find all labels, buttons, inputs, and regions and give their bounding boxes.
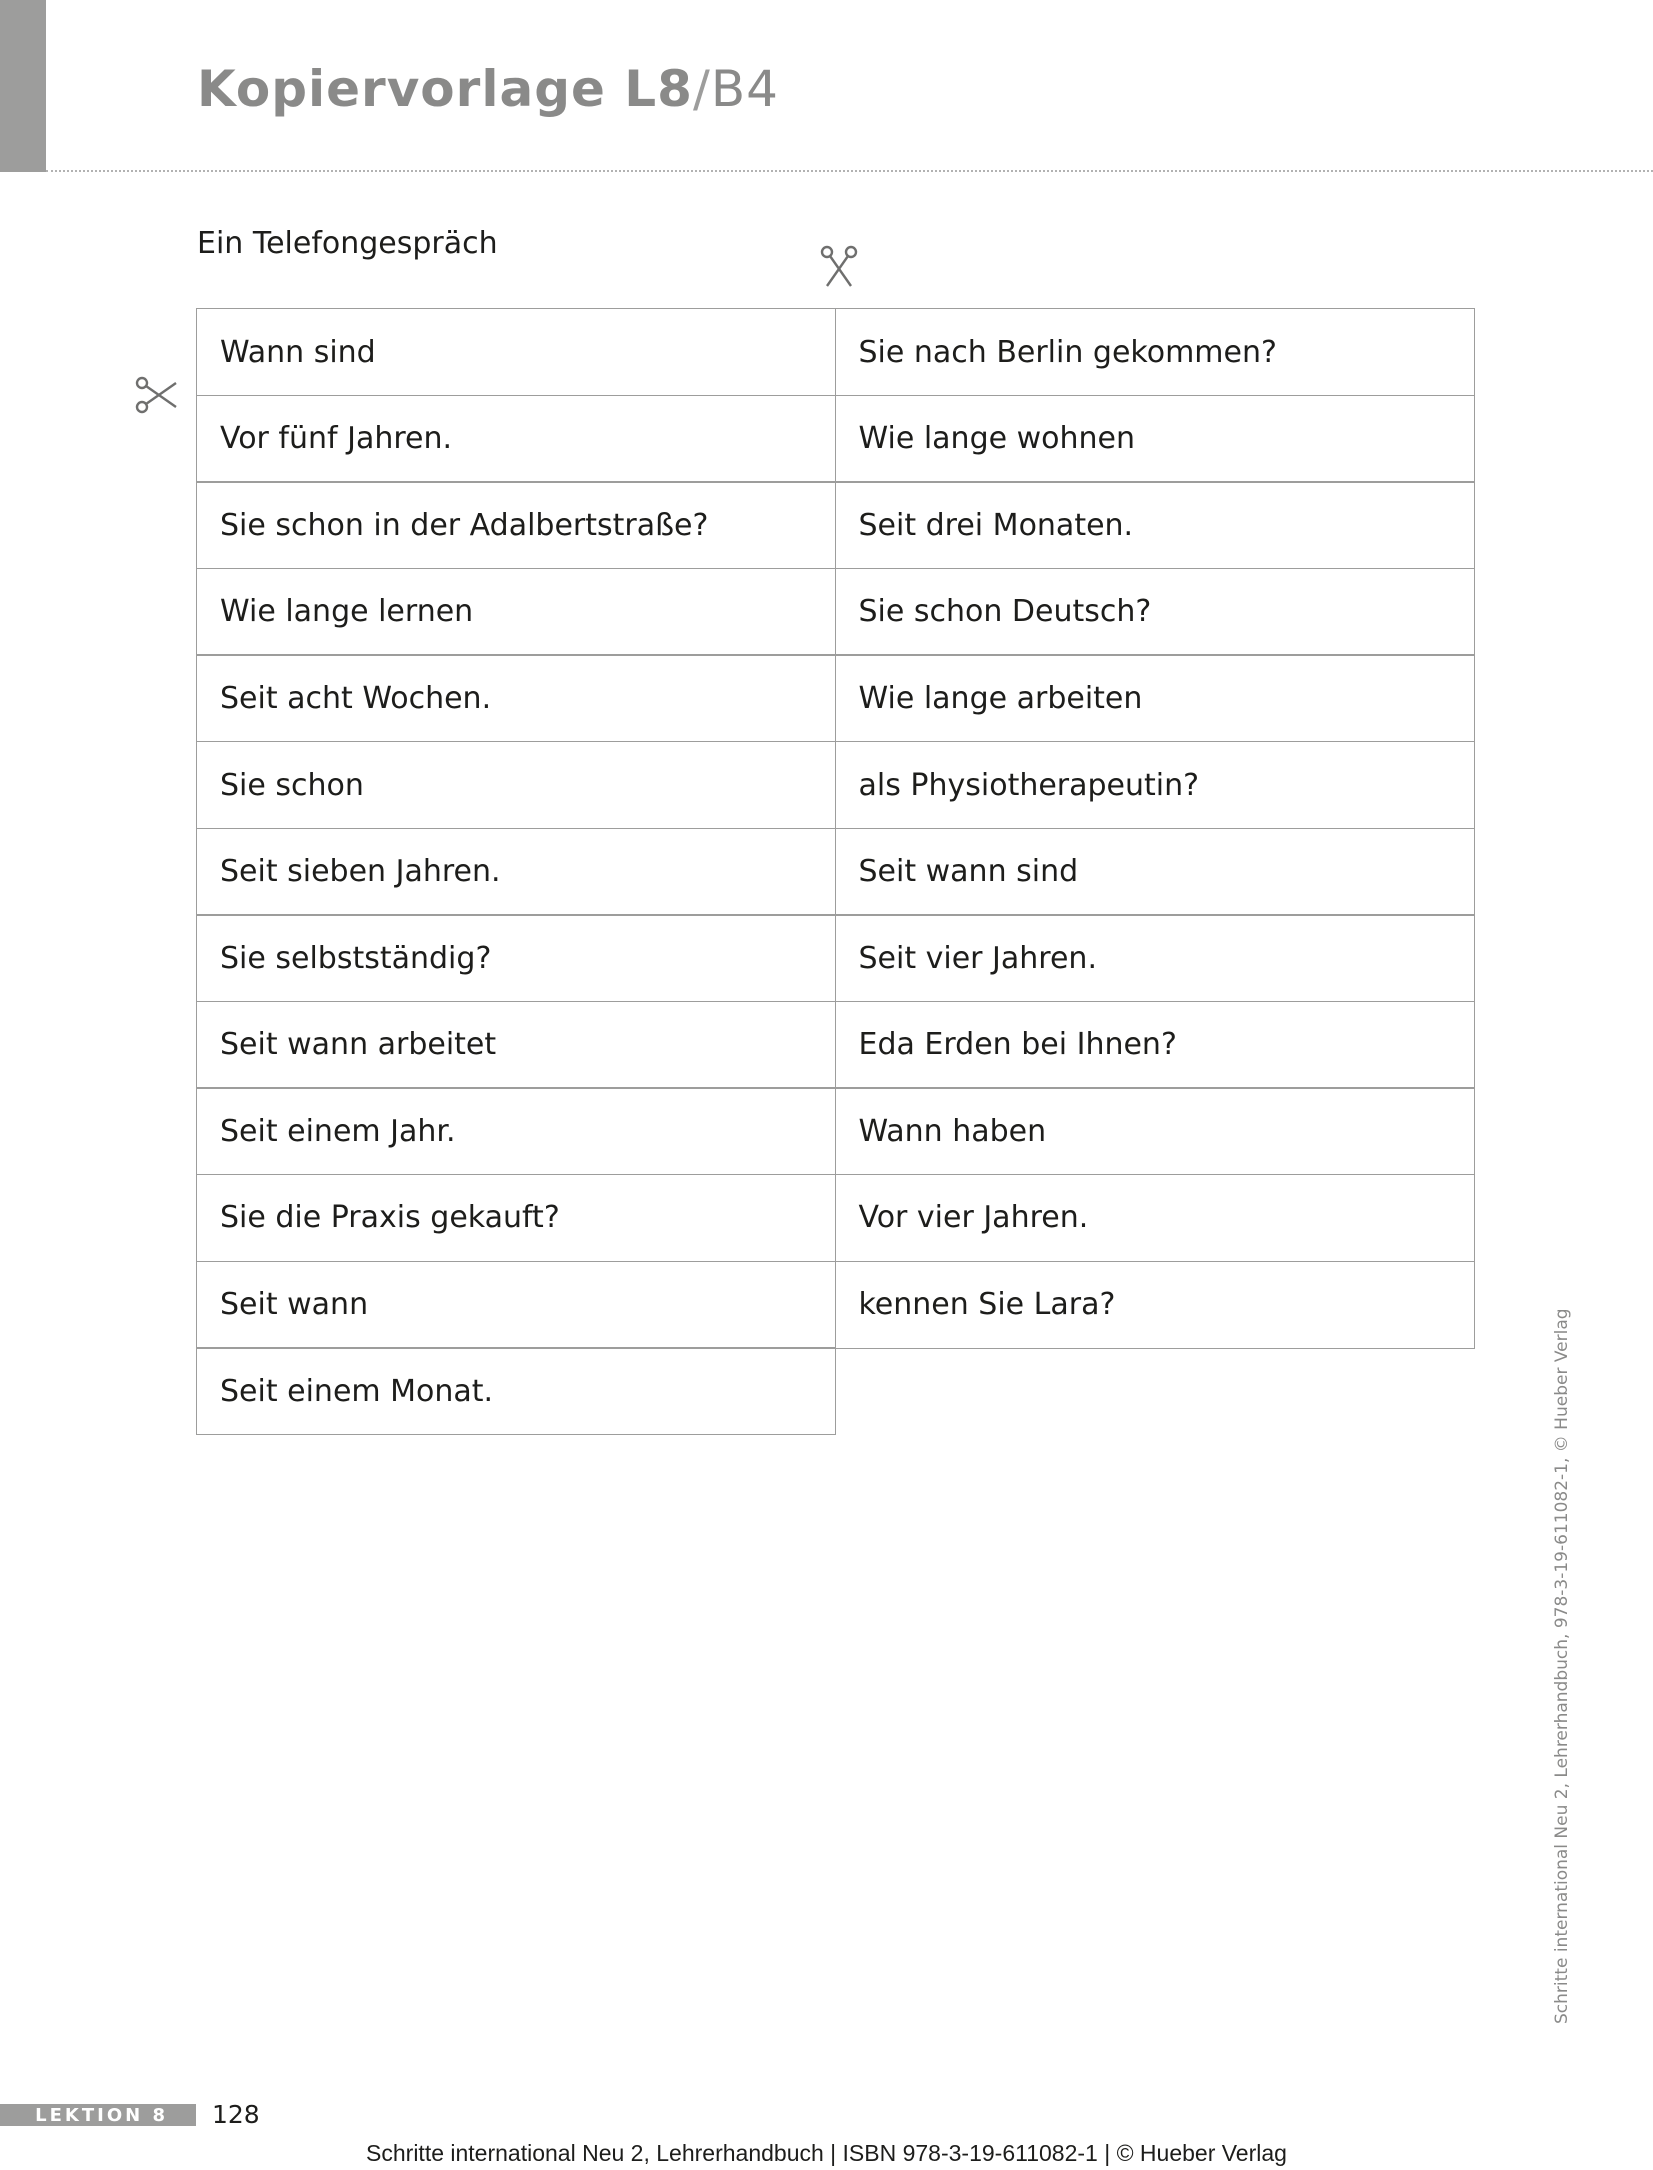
card-cell: Sie selbstständig? bbox=[196, 914, 836, 1002]
table-row bbox=[196, 828, 1476, 915]
card-cell: Seit wann arbeitet bbox=[196, 1001, 836, 1089]
page-title bbox=[197, 60, 779, 118]
table-row bbox=[196, 1347, 1476, 1434]
scissors-icon bbox=[134, 373, 178, 417]
table-row bbox=[196, 395, 1476, 482]
card-cell: Sie schon bbox=[196, 741, 836, 829]
scissors-icon bbox=[817, 244, 861, 288]
card-cell: kennen Sie Lara? bbox=[835, 1261, 1475, 1349]
card-cell: Seit wann sind bbox=[835, 828, 1475, 916]
header-side-bar bbox=[0, 0, 46, 172]
title-separator: / bbox=[692, 60, 711, 118]
lesson-tab: LEKTION 8 bbox=[0, 2104, 196, 2126]
table-row bbox=[196, 741, 1476, 828]
empty-cell bbox=[835, 1347, 1475, 1435]
card-cell: Wie lange wohnen bbox=[835, 395, 1475, 483]
table-row bbox=[196, 914, 1476, 1001]
card-cell: Sie schon in der Adalbertstraße? bbox=[196, 481, 836, 569]
table-row bbox=[196, 1087, 1476, 1174]
card-cell: Sie schon Deutsch? bbox=[835, 568, 1475, 656]
table-row bbox=[196, 1174, 1476, 1261]
card-cell: Seit einem Monat. bbox=[196, 1347, 836, 1435]
card-cell: als Physiotherapeutin? bbox=[835, 741, 1475, 829]
card-cell: Wie lange arbeiten bbox=[835, 654, 1475, 742]
card-cell: Sie nach Berlin gekommen? bbox=[835, 308, 1475, 396]
card-cell: Seit vier Jahren. bbox=[835, 914, 1475, 1002]
header-divider bbox=[46, 170, 1653, 172]
table-row bbox=[196, 308, 1476, 395]
card-cell: Vor fünf Jahren. bbox=[196, 395, 836, 483]
sidebar-copyright: Schritte international Neu 2, Lehrerhandbuch, 978-3-19-611082-1, © Hueber Verlag bbox=[1552, 1308, 1572, 2024]
card-cell: Seit drei Monaten. bbox=[835, 481, 1475, 569]
card-cell: Seit sieben Jahren. bbox=[196, 828, 836, 916]
card-cell: Wann haben bbox=[835, 1087, 1475, 1175]
table-row bbox=[196, 1001, 1476, 1088]
card-cell: Wie lange lernen bbox=[196, 568, 836, 656]
table-row bbox=[196, 481, 1476, 568]
card-cell: Seit acht Wochen. bbox=[196, 654, 836, 742]
footer-source: Schritte international Neu 2, Lehrerhandbuch | ISBN 978-3-19-611082-1 | © Hueber Verlag bbox=[366, 2140, 1287, 2166]
table-row bbox=[196, 568, 1476, 655]
table-row bbox=[196, 654, 1476, 741]
cut-out-card-grid bbox=[196, 308, 1476, 1434]
worksheet-subtitle: Ein Telefongespräch bbox=[197, 226, 498, 261]
worksheet-code: Kopiervorlage L8 bbox=[197, 60, 693, 118]
card-cell: Vor vier Jahren. bbox=[835, 1174, 1475, 1262]
card-cell: Seit wann bbox=[196, 1261, 836, 1349]
table-row bbox=[196, 1261, 1476, 1348]
worksheet-section: B4 bbox=[710, 60, 779, 118]
card-cell: Sie die Praxis gekauft? bbox=[196, 1174, 836, 1262]
card-cell: Wann sind bbox=[196, 308, 836, 396]
page-number: 128 bbox=[212, 2100, 260, 2129]
card-cell: Eda Erden bei Ihnen? bbox=[835, 1001, 1475, 1089]
card-cell: Seit einem Jahr. bbox=[196, 1087, 836, 1175]
